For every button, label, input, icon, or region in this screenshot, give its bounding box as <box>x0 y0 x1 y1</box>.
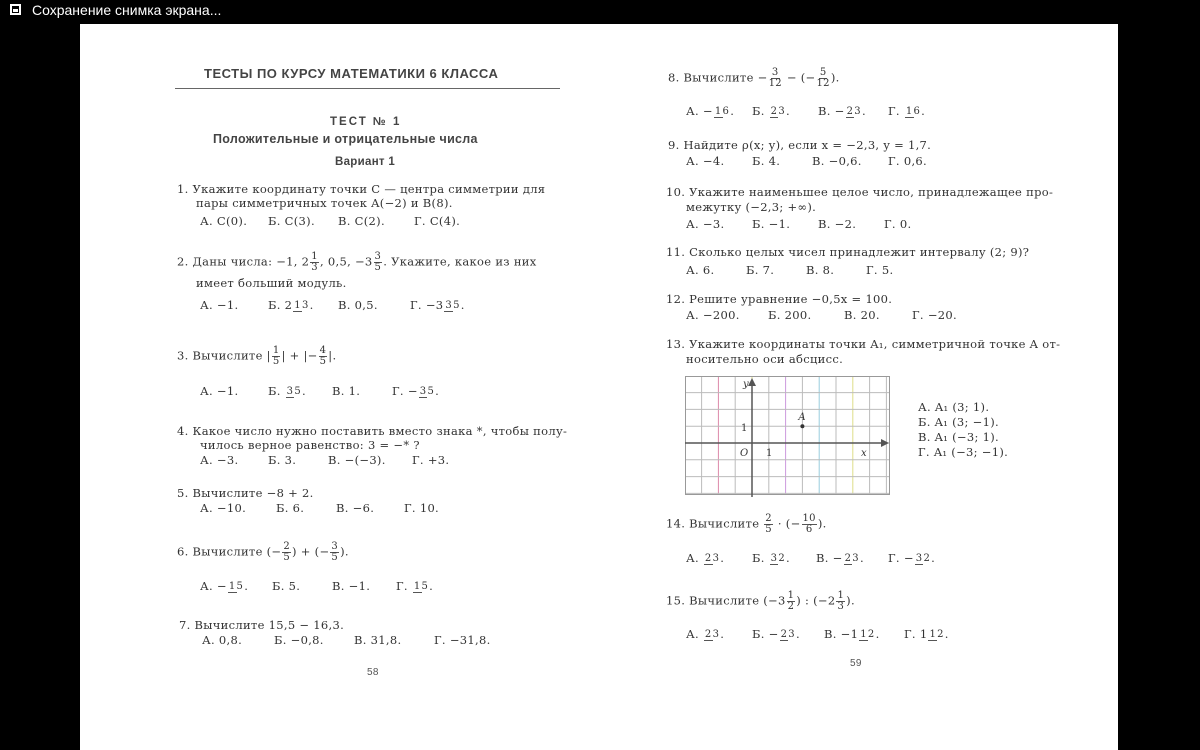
question-9-line-1: 9. Найдите ρ(x; y), если x = −2,3, y = 1,7. <box>668 138 932 152</box>
answer-b[interactable]: Б. −0,8. <box>274 633 324 647</box>
screenshot-icon <box>10 4 21 15</box>
answer-b[interactable]: Б. 23. <box>752 104 790 118</box>
answer-g[interactable]: Г. − 35. <box>392 384 440 398</box>
answer-a[interactable]: А. − 16. <box>686 104 735 118</box>
answer-g[interactable]: Г. 1 12. <box>904 627 949 641</box>
fraction: $\frac{3}{12}$ <box>768 67 782 89</box>
fraction: 13 <box>294 299 309 311</box>
question-13-line-1: 13. Укажите координаты точки A₁, симметричной точке A от- <box>666 337 1061 351</box>
header-divider <box>175 88 560 89</box>
question-13-answer-g[interactable]: Г. A₁ (−3; −1). <box>918 445 1009 459</box>
fraction: $\frac{10}{6}$ <box>802 513 816 535</box>
fraction: 23 <box>704 628 720 640</box>
fraction: 12 <box>929 628 944 640</box>
answer-a[interactable]: А. −200. <box>686 308 740 322</box>
question-5-answers <box>200 501 439 515</box>
question-12-answers <box>686 308 957 322</box>
question-4-line-1: 4. Какое число нужно поставить вместо знака *, чтобы полу- <box>177 424 568 438</box>
origin-label: O <box>740 448 749 459</box>
answer-v[interactable]: В. −2. <box>818 217 857 231</box>
question-11-line-1: 11. Сколько целых чисел принадлежит интервалу (2; 9)? <box>666 245 1030 259</box>
answer-b[interactable]: Б. 6. <box>276 501 305 515</box>
answer-v[interactable]: В. 31,8. <box>354 633 402 647</box>
answer-b[interactable]: Б. 3. <box>268 453 297 467</box>
answer-a[interactable]: А. −4. <box>686 154 725 168</box>
answer-v[interactable]: В. − 23. <box>816 551 864 565</box>
question-4-line-2: чилось верное равенство: 3 = −* ? <box>200 438 420 452</box>
question-3-answers <box>200 384 439 398</box>
question-10-line-2: межутку (−2,3; +∞). <box>686 200 817 214</box>
page-number-left: 58 <box>367 667 379 678</box>
question-5-line-1: 5. Вычислите −8 + 2. <box>177 486 314 500</box>
answer-g[interactable]: Г. 0. <box>884 217 912 231</box>
answer-a[interactable]: А. −1. <box>200 298 239 312</box>
fraction: $\frac{3}{5}$ <box>331 541 339 563</box>
answer-v[interactable]: В. − 23. <box>818 104 866 118</box>
answer-b[interactable]: Б. 35. <box>268 384 306 398</box>
status-bar <box>0 0 1200 22</box>
answer-g[interactable]: Г. 5. <box>866 263 894 277</box>
answer-a[interactable]: А. −3. <box>686 217 725 231</box>
answer-b[interactable]: Б. 200. <box>768 308 812 322</box>
fraction: $\frac{1}{3}$ <box>311 251 318 273</box>
fraction: $\frac{2}{5}$ <box>765 513 772 535</box>
test-number: ТЕСТ № 1 <box>330 116 402 128</box>
answer-v[interactable]: В. 8. <box>806 263 835 277</box>
question-11-answers <box>686 263 893 277</box>
test-title: Положительные и отрицательные числа <box>213 132 478 146</box>
answer-b[interactable]: Б. C(3). <box>268 214 315 228</box>
fraction: 23 <box>770 105 786 117</box>
answer-a[interactable]: А. 23. <box>686 551 725 565</box>
answer-v[interactable]: В. −0,6. <box>812 154 862 168</box>
question-13-answer-a[interactable]: А. A₁ (3; 1). <box>918 400 990 414</box>
answer-v[interactable]: В. 0,5. <box>338 298 378 312</box>
answer-g[interactable]: Г. 0,6. <box>888 154 927 168</box>
point-a-label: A <box>798 412 806 424</box>
question-2-line-1: 2. Даны числа: −1, 2 $\frac{1}{3}$ , 0,5, −3 $\frac{3}{5}$ . Укажите, какое из них <box>177 251 537 273</box>
status-text: Сохранение снимка экрана... <box>32 2 222 18</box>
fraction: $\frac{5}{12}$ <box>816 67 830 89</box>
question-12-line-1: 12. Решите уравнение −0,5x = 100. <box>666 292 893 306</box>
variant-label: Вариант 1 <box>335 156 396 168</box>
question-2-answers <box>200 298 465 312</box>
y-axis-label: y <box>743 379 749 390</box>
question-10-answers <box>686 217 911 231</box>
fraction: 32 <box>770 552 786 564</box>
answer-g[interactable]: Г. −31,8. <box>434 633 491 647</box>
answer-a[interactable]: А. 23. <box>686 627 725 641</box>
fraction: 23 <box>780 628 795 640</box>
question-7-line-1: 7. Вычислите 15,5 − 16,3. <box>179 618 345 632</box>
question-10-line-1: 10. Укажите наименьшее целое число, принадлежащее про- <box>666 185 1054 199</box>
answer-a[interactable]: А. −1. <box>200 384 239 398</box>
fraction: $\frac{1}{2}$ <box>787 590 795 612</box>
answer-b[interactable]: Б. − 23. <box>752 627 800 641</box>
question-6-line-1: 6. Вычислите (− $\frac{2}{5}$ ) + (− $\frac{3}{5}$ ). <box>177 541 349 563</box>
answer-v[interactable]: В. C(2). <box>338 214 385 228</box>
answer-g[interactable]: Г. −20. <box>912 308 957 322</box>
question-1-line-2: пары симметричных точек A(−2) и B(8). <box>196 196 453 210</box>
point-a <box>800 424 804 428</box>
answer-g[interactable]: Г. C(4). <box>414 214 461 228</box>
question-9-answers <box>686 154 927 168</box>
x-axis-arrow-icon <box>881 439 889 447</box>
fraction: 35 <box>286 385 302 397</box>
question-1-answers <box>200 214 460 228</box>
fraction: 32 <box>915 552 931 564</box>
question-13-answer-b[interactable]: Б. A₁ (3; −1). <box>918 415 999 429</box>
answer-b[interactable]: Б. 5. <box>272 579 301 593</box>
fraction: 35 <box>419 385 435 397</box>
answer-a[interactable]: А. −10. <box>200 501 247 515</box>
answer-g[interactable]: Г. −3 35. <box>410 298 465 312</box>
fraction: 16 <box>905 105 921 117</box>
question-15-line-1: 15. Вычислите (−3 $\frac{1}{2}$ ) : (−2 $\frac{1}{3}$ ). <box>666 590 855 612</box>
question-8-answers <box>686 104 925 118</box>
fraction: 23 <box>846 105 861 117</box>
question-1-line-1: 1. Укажите координату точки C — центра симметрии для <box>177 182 546 196</box>
question-2-line-2: имеет больший модуль. <box>196 276 347 290</box>
fraction: 12 <box>860 628 875 640</box>
fraction: $\frac{1}{3}$ <box>837 590 845 612</box>
answer-g[interactable]: Г. − 32. <box>888 551 936 565</box>
fraction: $\frac{2}{5}$ <box>283 541 291 563</box>
coordinate-grid <box>685 376 895 498</box>
fraction: 16 <box>714 105 730 117</box>
question-4-answers <box>200 453 449 467</box>
answer-b[interactable]: Б. 7. <box>746 263 775 277</box>
answer-b[interactable]: Б. −1. <box>752 217 791 231</box>
answer-a[interactable]: А. 0,8. <box>202 633 243 647</box>
question-14-line-1: 14. Вычислите $\frac{2}{5}$ · (− $\frac{10}{6}$ ). <box>666 513 827 535</box>
answer-v[interactable]: В. 20. <box>844 308 880 322</box>
answer-b[interactable]: Б. 2 13. <box>268 298 314 312</box>
y-axis-arrow-icon <box>748 378 756 386</box>
question-13-line-2: носительно оси абсцисс. <box>686 352 844 366</box>
fraction: 35 <box>445 299 460 311</box>
answer-v[interactable]: В. −1 12. <box>824 627 880 641</box>
answer-g[interactable]: Г. +3. <box>412 453 450 467</box>
fraction: $\frac{4}{5}$ <box>319 345 327 367</box>
fraction: 15 <box>413 580 429 592</box>
answer-g[interactable]: Г. 15. <box>396 579 434 593</box>
question-3-line-1: 3. Вычислите | $\frac{1}{5}$ | + |− $\frac{4}{5}$ |. <box>177 345 337 367</box>
question-13-answer-v[interactable]: В. A₁ (−3; 1). <box>918 430 999 444</box>
answer-v[interactable]: В. −1. <box>332 579 371 593</box>
fraction: 23 <box>844 552 859 564</box>
answer-g[interactable]: Г. 16. <box>888 104 926 118</box>
fraction: $\frac{3}{5}$ <box>374 251 382 273</box>
book-header: ТЕСТЫ ПО КУРСУ МАТЕМАТИКИ 6 КЛАССА <box>204 66 499 81</box>
answer-a[interactable]: А. −3. <box>200 453 239 467</box>
question-14-answers <box>686 551 935 565</box>
y-tick-label: 1 <box>741 423 748 434</box>
question-15-answers <box>686 627 949 641</box>
answer-v[interactable]: В. −(−3). <box>328 453 386 467</box>
question-8-line-1: 8. Вычислите − $\frac{3}{12}$ − (− $\frac{5}{12}$ ). <box>668 67 840 89</box>
answer-v[interactable]: В. 1. <box>332 384 361 398</box>
page-number-right: 59 <box>850 658 862 669</box>
fraction: 23 <box>704 552 720 564</box>
answer-b[interactable]: Б. 32. <box>752 551 790 565</box>
fraction: $\frac{1}{5}$ <box>272 345 280 367</box>
answer-a[interactable]: А. C(0). <box>200 214 248 228</box>
grid-lines <box>685 376 895 498</box>
answer-b[interactable]: Б. 4. <box>752 154 781 168</box>
question-7-answers <box>202 633 491 647</box>
x-axis-label: x <box>861 448 867 459</box>
answer-g[interactable]: Г. 10. <box>404 501 440 515</box>
x-tick-label: 1 <box>766 448 773 459</box>
answer-v[interactable]: В. −6. <box>336 501 375 515</box>
answer-a[interactable]: А. 6. <box>686 263 715 277</box>
answer-a[interactable]: А. − 15. <box>200 579 249 593</box>
fraction: 15 <box>228 580 244 592</box>
question-6-answers <box>200 579 433 593</box>
document-page <box>80 24 1118 750</box>
